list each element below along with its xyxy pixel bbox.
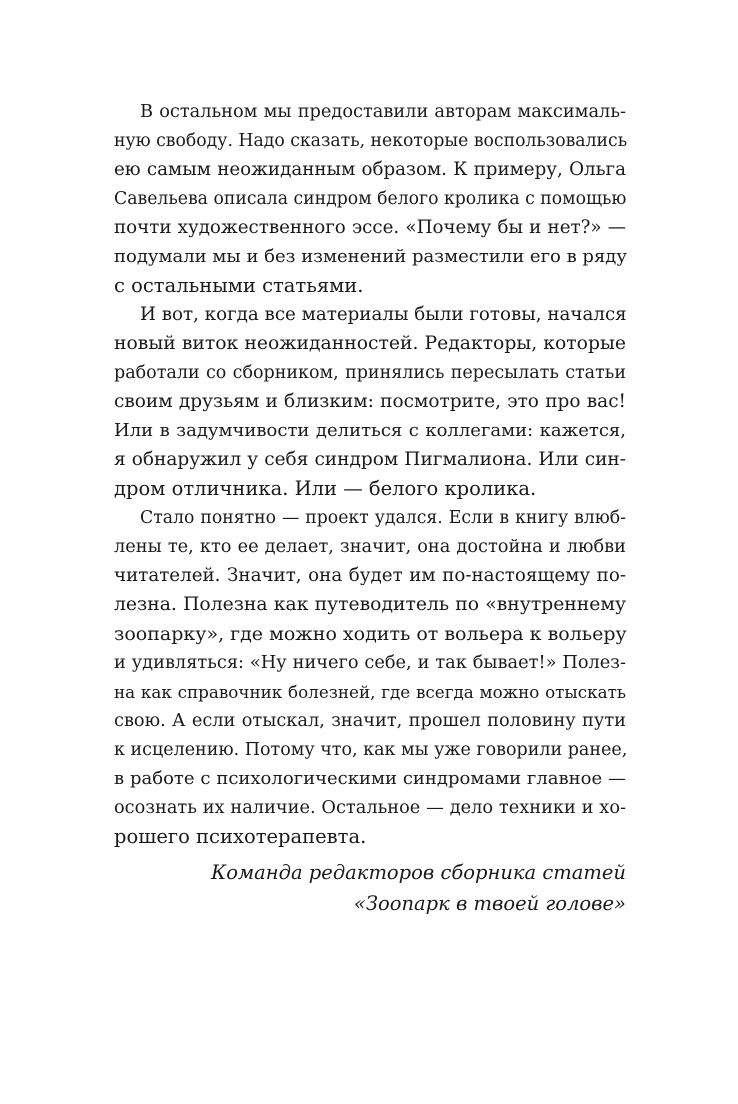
paragraph-3-line: лезна. Полезна как путеводитель по «внутреннему	[114, 594, 626, 615]
paragraph-3-line: читателей. Значит, она будет им по-настоящему по-	[114, 565, 626, 586]
paragraph-3-line: рошего психотерапевта.	[114, 825, 367, 848]
paragraph-3-line: к исцелению. Потому что, как мы уже говорили ранее,	[114, 740, 628, 760]
paragraph-2-line: новый виток неожиданностей. Редакторы, которые	[114, 333, 626, 354]
paragraph-2-line: своим друзьям и близким: посмотрите, это про вас!	[114, 391, 626, 412]
paragraph-3-line: в работе с психологическими синдромами главное —	[114, 768, 626, 789]
paragraph-1-line: ную свободу. Надо сказать, некоторые воспользовались	[114, 131, 628, 151]
paragraph-2-line: И вот, когда все материалы были готовы, начался	[140, 304, 627, 325]
paragraph-3-line: осознать их наличие. Остальное — дело техники и хо-	[114, 798, 626, 818]
paragraph-1-line: Савельева описала синдром белого кролика с помощью	[114, 189, 627, 209]
paragraph-2-line: я обнаружил у себя синдром Пигмалиона. Или син-	[114, 449, 626, 470]
paragraph-3-line: зоопарку», где можно ходить от вольера к вольеру	[114, 623, 627, 645]
paragraph-2-line: дром отличника. Или — белого кролика.	[114, 477, 537, 500]
signature-line-2: «Зоопарк в твоей голове»	[353, 892, 626, 915]
paragraph-3-line: лены те, кто ее делает, значит, она достойна и любви	[114, 537, 626, 557]
paragraph-2-line: Или в задумчивости делиться с коллегами: кажется,	[114, 420, 626, 441]
paragraph-1-line: с остальными статьями.	[114, 274, 364, 297]
paragraph-2-line: работали со сборником, принялись пересылать статьи	[114, 363, 626, 383]
paragraph-3-line: и удивляться: «Ну ничего себе, и так бывает!» Полез-	[114, 653, 626, 673]
paragraph-1-line: почти художественного эссе. «Почему бы и нет?» —	[114, 217, 626, 238]
paragraph-1-line: подумали мы и без изменений разместили его в ряду	[114, 246, 627, 267]
paragraph-3-line: свою. А если отыскал, значит, прошел половину пути	[114, 711, 626, 731]
paragraph-3-line: Стало понятно — проект удался. Если в книгу влюб-	[140, 508, 626, 528]
paragraph-3-line: на как справочник болезней, где всегда можно отыскать	[114, 682, 626, 702]
signature-line-1: Команда редакторов сборника статей	[211, 861, 626, 884]
paragraph-1-line: ею самым неожиданным образом. К примеру, Ольга	[114, 159, 626, 180]
paragraph-1-line: В остальном мы предоставили авторам максималь-	[140, 102, 626, 122]
